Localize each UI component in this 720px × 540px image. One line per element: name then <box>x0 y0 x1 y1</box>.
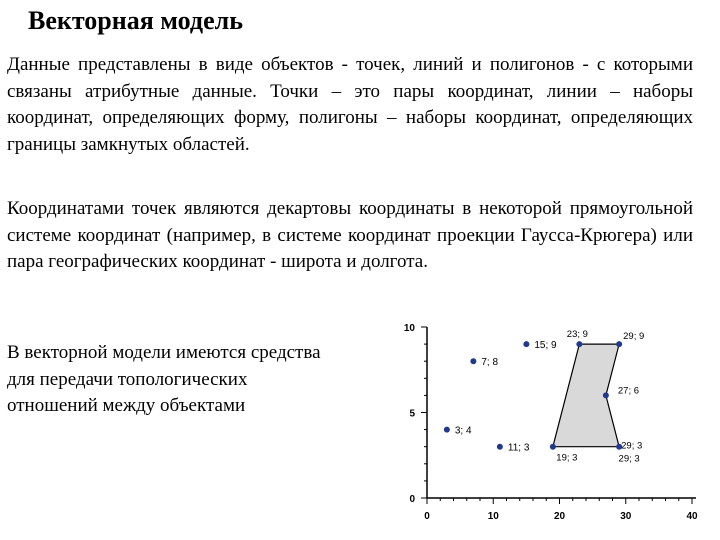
y-tick-label: 5 <box>409 408 415 420</box>
x-tick-label: 40 <box>686 511 698 522</box>
data-point <box>470 358 476 364</box>
slide-title: Векторная модель <box>28 6 243 35</box>
data-point-label: 7; 8 <box>481 357 499 369</box>
chart-polygon-group <box>553 344 619 447</box>
y-tick-label: 0 <box>409 494 415 505</box>
data-point-label: 15; 9 <box>534 340 557 352</box>
vector-model-chart <box>396 318 720 540</box>
data-point-label: 11; 3 <box>507 442 530 454</box>
chart-axes <box>404 323 698 522</box>
paragraph-vector-data: Данные представлены в виде объектов - точек, линий и полигонов - с которыми связаны атрибутные данные. Точки – это пары координат, линии – наборы координат, определяющих форму, полигоны – наборы координат, определяющих границы замкнутых областей. <box>7 54 693 155</box>
data-point-label: 3; 4 <box>454 425 472 437</box>
data-point <box>523 341 529 347</box>
vertex-label: 29; 3 <box>621 440 643 452</box>
paragraph-coordinates: Координатами точек являются декартовы координаты в некоторой прямоугольной системе координат (например, в системе координат проекции Гаусса-Крюгера) или пара географических координат - широта и долгота. <box>7 198 693 272</box>
vertex-label: 23; 9 <box>566 329 588 341</box>
vertex-label: 29; 9 <box>623 331 645 343</box>
x-tick-label: 10 <box>487 511 499 522</box>
vertex-label: 29; 3 <box>618 453 640 465</box>
polygon-shape <box>553 344 619 447</box>
x-tick-label: 20 <box>553 511 566 522</box>
polygon-vertex <box>603 392 609 398</box>
x-tick-label: 0 <box>424 511 430 522</box>
data-point <box>497 444 503 450</box>
polygon-vertex <box>616 341 622 347</box>
paragraph-topology: В векторной модели имеются средства для передачи топологических отношений между объектами <box>7 342 321 416</box>
data-point <box>444 427 450 433</box>
polygon-vertex <box>550 444 556 450</box>
vertex-label: 27; 6 <box>617 385 640 397</box>
vertex-label: 19; 3 <box>556 452 578 464</box>
y-tick-label: 10 <box>403 323 415 334</box>
polygon-vertex <box>576 341 582 347</box>
x-tick-label: 30 <box>620 511 632 522</box>
